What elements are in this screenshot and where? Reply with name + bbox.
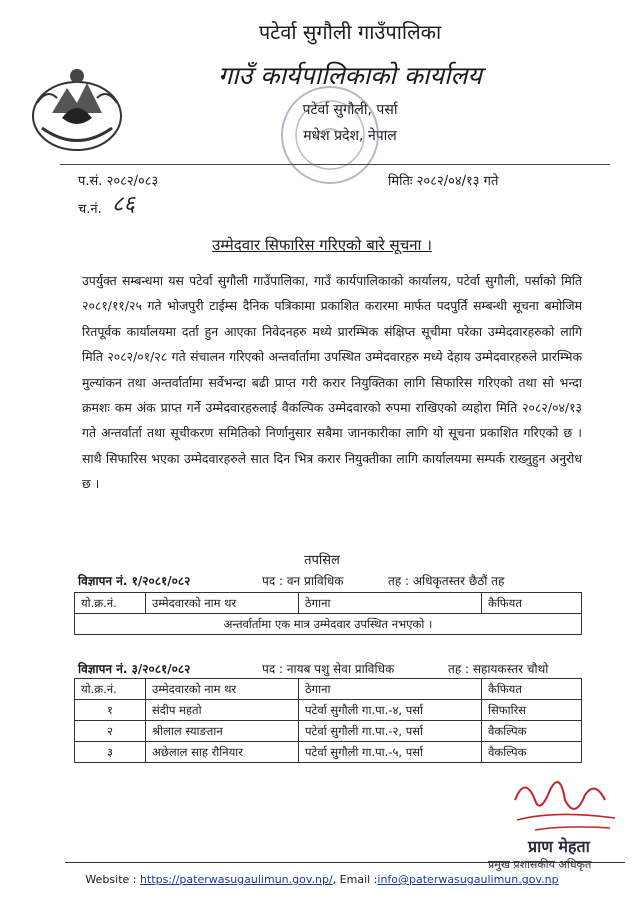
- patra-sankhya: प.सं. २०८२/०८३: [78, 174, 159, 189]
- chalani-number: ८६: [112, 192, 135, 217]
- office-subtitle: गाउँ कार्यपालिकाको कार्यालय: [218, 61, 482, 90]
- ad2-level: तह : सहायकस्तर चौथो: [448, 662, 549, 676]
- ad1-table: [74, 592, 582, 635]
- office-seal-stamp: [275, 80, 385, 190]
- table-header-row: [75, 679, 582, 700]
- office-province: मधेश प्रदेश, नेपाल: [303, 128, 397, 144]
- footer: [0, 873, 644, 886]
- cell-sn: १: [75, 700, 146, 721]
- cell-address: पटेर्वा सुगौली गा.पा.-२, पर्सा: [299, 721, 482, 742]
- col-sn: यो.क्र.नं.: [75, 593, 146, 614]
- notice-date: मितिः २०८२/०४/१३ गते: [388, 174, 499, 189]
- ad1-post: पद : वन प्राविधिक: [262, 574, 344, 588]
- cell-remarks: सिफारिस: [482, 700, 582, 721]
- cell-name: श्रीलाल स्याङतान: [146, 721, 299, 742]
- cell-remarks: वैकल्पिक: [482, 742, 582, 763]
- table-row: [75, 614, 582, 635]
- cell-name: संदीप महतो: [146, 700, 299, 721]
- col-remarks: कैफियत: [482, 593, 582, 614]
- chalani-label: च.नं.: [78, 202, 102, 217]
- table-row: [75, 742, 582, 763]
- email-link[interactable]: info@paterwasugaulimun.gov.np: [377, 873, 559, 886]
- ad1-number: विज्ञापन नं. १/२०८१/०८२: [78, 574, 191, 588]
- col-sn: यो.क्र.नं.: [75, 679, 146, 700]
- ad2-post: पद : नायब पशु सेवा प्राविधिक: [262, 662, 395, 676]
- website-link[interactable]: https://paterwasugaulimun.gov.np/: [139, 873, 333, 886]
- table-header-row: [75, 593, 582, 614]
- header-divider: [60, 164, 610, 165]
- notice-title: उम्मेदवार सिफारिस गरिएको बारे सूचना ।: [212, 236, 432, 254]
- email-label: , Email :: [332, 873, 378, 886]
- signatory-title: प्रमुख प्रशासकीय अधिकृत: [488, 858, 592, 871]
- col-name: उम्मेदवारको नाम थर: [146, 593, 299, 614]
- ad2-number: विज्ञापन नं. ३/२०८१/०८२: [78, 662, 191, 676]
- col-remarks: कैफियत: [482, 679, 582, 700]
- nepal-emblem-icon: [22, 58, 132, 158]
- signature-scribble: [505, 770, 625, 840]
- cell-sn: २: [75, 721, 146, 742]
- col-address: ठेगाना: [299, 679, 482, 700]
- cell-address: पटेर्वा सुगौली गा.पा.-४, पर्सा: [299, 700, 482, 721]
- table-row: [75, 721, 582, 742]
- table-row: [75, 700, 582, 721]
- ad2-table: [74, 678, 582, 763]
- cell-address: पटेर्वा सुगौली गा.पा.-५, पर्सा: [299, 742, 482, 763]
- ad1-note: अन्तर्वार्तामा एक मात्र उम्मेदवार उपस्थित नभएको ।: [75, 614, 582, 635]
- website-label: Website :: [85, 873, 140, 886]
- office-address: पटेर्वा सुगौली, पर्सा: [302, 102, 398, 118]
- col-name: उम्मेदवारको नाम थर: [146, 679, 299, 700]
- cell-name: अछेलाल साह रौनियार: [146, 742, 299, 763]
- signatory-name: प्राण मेहता: [528, 837, 590, 856]
- footer-divider: [65, 862, 625, 863]
- col-address: ठेगाना: [299, 593, 482, 614]
- tapsil-heading: तपसिल: [304, 553, 340, 568]
- office-name: पटेर्वा सुगौली गाउँपालिका: [258, 20, 442, 44]
- ad1-level: तह : अधिकृतस्तर छैठौं तह: [388, 574, 505, 588]
- cell-sn: ३: [75, 742, 146, 763]
- notice-body: उपर्युक्त सम्बन्धमा यस पटेर्वा सुगौली गाउँपालिका, गाउँ कार्यपालिकाको कार्यालय, पटेर्वा सुगौली, पर्साको मिति २०८१/११/२५ गते भोजपुरी टाईम्स दैनिक पत्रिकामा प्रकाशित करारमा मार्फत पदपुर्ति सम्बन्धी सूचना बमोजिम रितपूर्वक कार्यालयमा दर्ता हुन आएका निवेदनहरु मध्ये प्रारम्भिक संक्षिप्त सूचीमा परेका उम्मेदवारहरुको लागि मिति २०८२/०१/२८ गते संचालन गरिएको अन्तर्वार्तामा उपस्थित उम्मेदवारहरु मध्ये देहाय उम्मेदवारहरुले प्रारम्भिक मुल्यांकन तथा अन्तर्वार्तामा सर्वेभन्दा बढी प्राप्त गरी करार नियुक्तिका लागि सिफारिस गरिएको तथा सो भन्दा क्रमशः कम अंक प्राप्त गर्ने उम्मेदवारहरुलाई वैकल्पिक उम्मेदवारको रुपमा राखिएको व्यहोरा मिति २०८२/०४/१३ गते अन्तर्वार्ता तथा सूचीकरण समितिको निर्णानुसार सबैमा जानकारीका लागि यो सूचना प्रकाशित गरिएको छ । साथै सिफारिस भएका उम्मेदवारहरुले सात दिन भित्र करार नियुक्तीका लागि कार्यालयमा सम्पर्क राख्नुहुन अनुरोध छ ।: [82, 273, 582, 492]
- cell-remarks: वैकल्पिक: [482, 721, 582, 742]
